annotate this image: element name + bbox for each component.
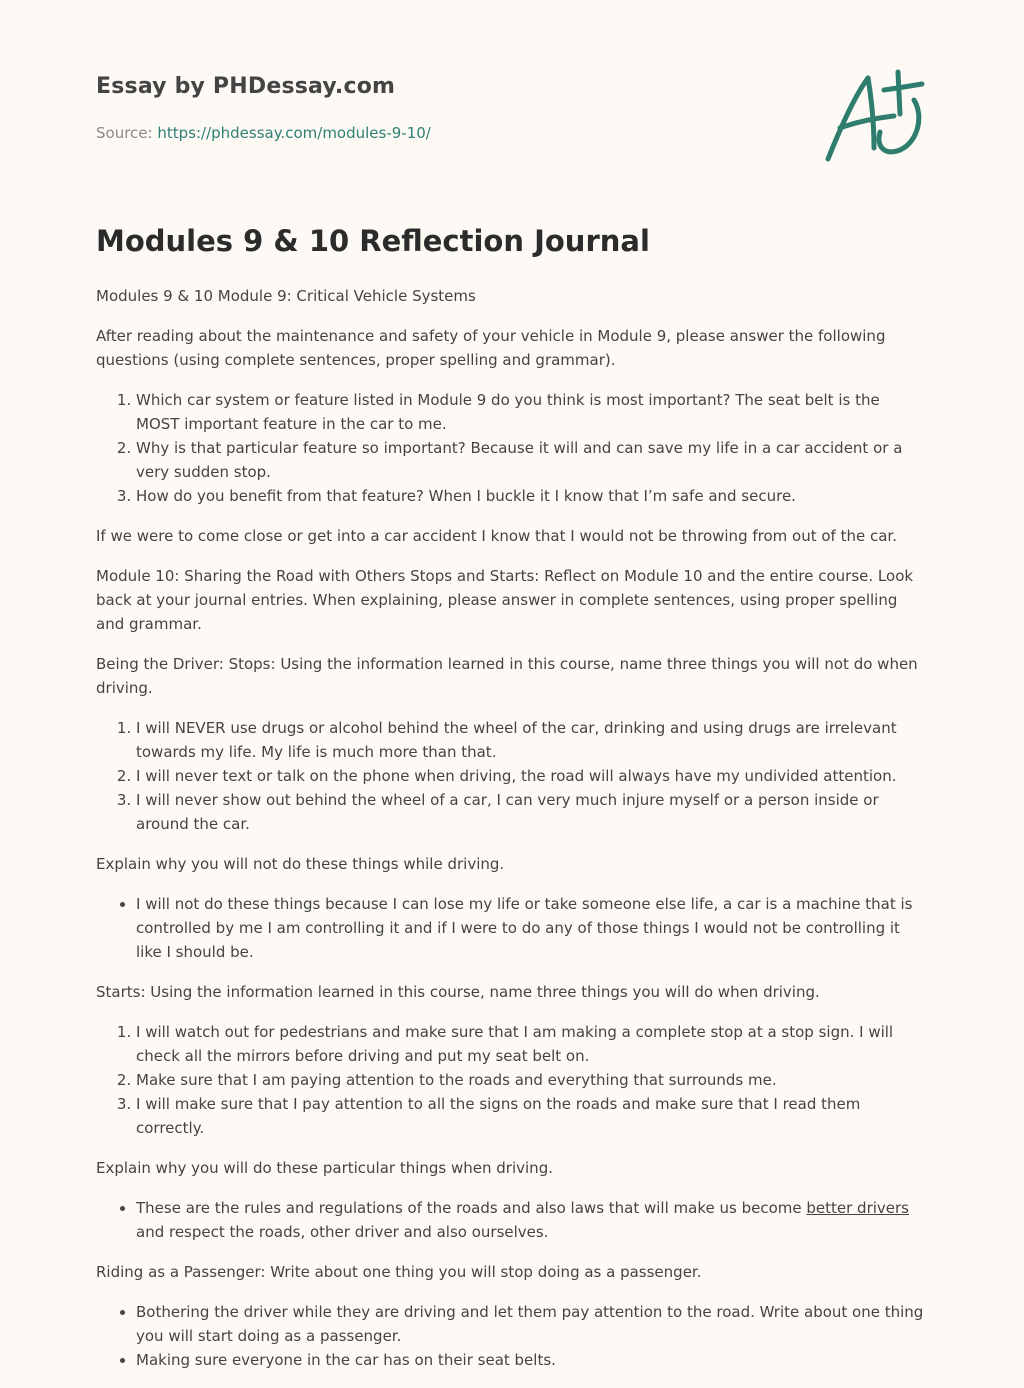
- text-span: and respect the roads, other driver and also ourselves.: [136, 1223, 549, 1241]
- list-item: 1. I will watch out for pedestrians and make sure that I am making a complete stop at a stop sign. I will check all the mirrors before driving and put my seat belt on.: [136, 1020, 926, 1068]
- numbered-list: [96, 388, 926, 508]
- list-item: 2. Make sure that I am paying attention to the roads and everything that surrounds me.: [136, 1068, 926, 1092]
- paragraph: Explain why you will do these particular things when driving.: [96, 1159, 553, 1177]
- paragraph: Being the Driver: Stops: Using the information learned in this course, name three things you will not do when driving.: [96, 655, 918, 697]
- bullet-list: [96, 1196, 926, 1244]
- paragraph: Modules 9 & 10 Module 9: Critical Vehicle Systems: [96, 287, 476, 305]
- source-label: Source:: [96, 124, 153, 142]
- essay-title: Modules 9 & 10 Reflection Journal: [96, 224, 650, 258]
- paragraph: Riding as a Passenger: Write about one thing you will stop doing as a passenger.: [96, 1263, 702, 1281]
- list-item: 2. I will never text or talk on the phone when driving, the road will always have my undivided attention.: [136, 764, 926, 788]
- a-plus-logo-icon: [818, 66, 930, 166]
- list-item: 3. I will never show out behind the wheel of a car, I can very much injure myself or a person inside or around the car.: [136, 788, 926, 836]
- bullet-list: [96, 892, 926, 964]
- list-item: 2. Why is that particular feature so important? Because it will and can save my life in a car accident or a very sudden stop.: [136, 436, 926, 484]
- paragraph: After reading about the maintenance and safety of your vehicle in Module 9, please answer the following questions (using complete sentences, proper spelling and grammar).: [96, 327, 886, 369]
- list-item: 1. Which car system or feature listed in Module 9 do you think is most important? The seat belt is the MOST important feature in the car to me.: [136, 388, 926, 436]
- numbered-list: [96, 1020, 926, 1140]
- source-link[interactable]: https://phdessay.com/modules-9-10/: [157, 124, 431, 142]
- list-item: • Bothering the driver while they are driving and let them pay attention to the road. Write about one thing you will start doing as a passenger.: [136, 1300, 926, 1348]
- list-item: 3. How do you benefit from that feature? When I buckle it I know that I’m safe and secure.: [136, 484, 926, 508]
- paragraph: Starts: Using the information learned in this course, name three things you will do when driving.: [96, 983, 820, 1001]
- essay-body: [96, 284, 926, 1388]
- paragraph: If we were to come close or get into a car accident I know that I would not be throwing from out of the car.: [96, 527, 897, 545]
- list-item: [136, 1196, 926, 1244]
- list-item: • I will not do these things because I can lose my life or take someone else life, a car is a machine that is controlled by me I am controlling it and if I were to do any of those things I would not be controlling it like I should be.: [136, 892, 926, 964]
- site-brand: Essay by PHDessay.com: [96, 74, 396, 99]
- paragraph: Explain why you will not do these things while driving.: [96, 855, 505, 873]
- bullet-list: [96, 1300, 926, 1372]
- source-line: [96, 124, 431, 142]
- numbered-list: [96, 716, 926, 836]
- list-item: 3. I will make sure that I pay attention to all the signs on the roads and make sure that I read them correctly.: [136, 1092, 926, 1140]
- paragraph: Module 10: Sharing the Road with Others Stops and Starts: Reflect on Module 10 and the entire course. Look back at your journal entries. When explaining, please answer in complete sentences, using proper spelling and grammar.: [96, 567, 914, 633]
- list-item: 1. I will NEVER use drugs or alcohol behind the wheel of the car, drinking and using drugs are irrelevant towards my life. My life is much more than that.: [136, 716, 926, 764]
- list-item: • Making sure everyone in the car has on their seat belts.: [136, 1348, 926, 1372]
- better-drivers-link[interactable]: better drivers: [806, 1199, 909, 1217]
- text-span: These are the rules and regulations of the roads and also laws that will make us become: [136, 1199, 807, 1217]
